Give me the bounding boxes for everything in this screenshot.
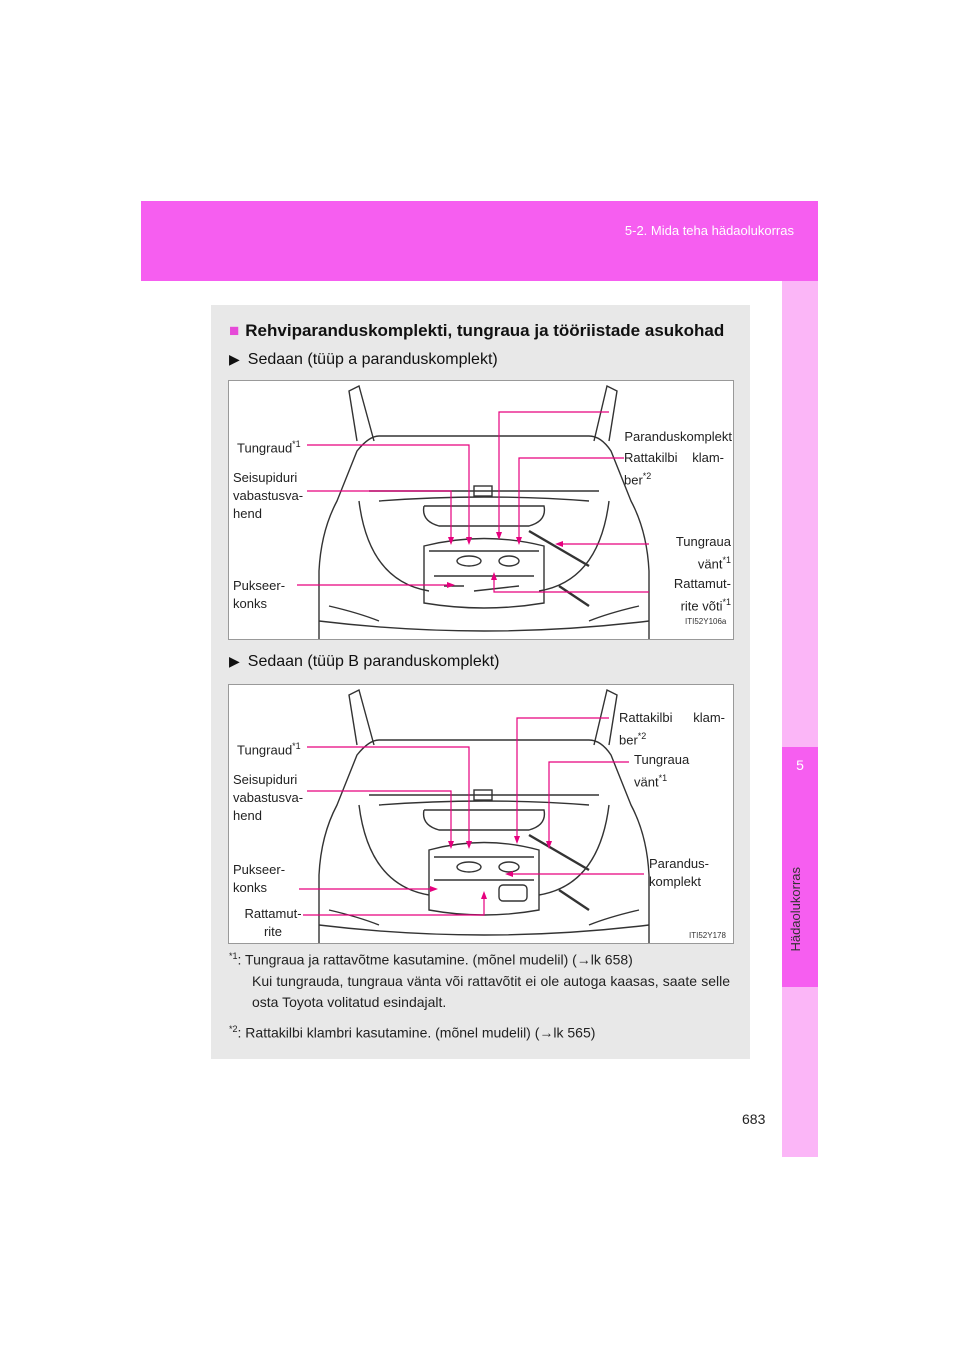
label-tungraud-a: Tungraud$^{*1}$: [237, 439, 301, 456]
subtitle-b-text: Sedaan (tüüp B paranduskomplekt): [247, 653, 500, 670]
label-rattamut-a: Rattamut- rite võti$^{*1}$: [673, 576, 731, 614]
chapter-label: Hädaolukorras: [788, 867, 803, 952]
side-tab: [782, 281, 818, 1157]
triangle-bullet-icon: ▶: [229, 653, 240, 669]
footnote-2-text: : Rattakilbi klambri kasutamine. (mõnel mudelil) (→lk 565): [237, 1024, 596, 1041]
chapter-number: 5: [796, 757, 804, 773]
label-tungraua-vant-a: Tungraua vänt$^{*1}$: [675, 534, 731, 572]
page-number: 683: [742, 1111, 766, 1127]
label-tungraua-vant-b: Tungraua vänt$^{*1}$: [634, 752, 690, 790]
header-band: [141, 201, 818, 281]
section-title: [229, 321, 724, 341]
footnote-1-extra: Kui tungrauda, tungraua vänta või rattavõtit ei ole autoga kaasas, saate selle osta Toyota volitatud esindajalt.: [252, 973, 730, 1010]
section-title-text: Rehviparanduskomplekti, tungraua ja tööriistade asukohad: [245, 321, 725, 340]
label-paranduskomplekt-a: Paranduskomplekt: [624, 429, 732, 444]
figure-code-b: ITI52Y178: [689, 931, 726, 940]
label-pukseer-b: Pukseer- konks: [233, 862, 286, 895]
label-rattamut-b: Rattamut- rite: [244, 906, 302, 939]
square-bullet-icon: ■: [229, 321, 240, 340]
label-seisupiduri-a: Seisupiduri vabastusva- hend: [233, 470, 304, 521]
label-parandus-b: Parandus- komplekt: [649, 856, 709, 889]
subtitle-b: [229, 653, 500, 671]
footnote-1-text: : Tungraua ja rattavõtme kasutamine. (mõnel mudelil) (→lk 658): [237, 951, 633, 968]
label-rattakilbi-a: Rattakilbi klam- ber$^{*2}$: [624, 450, 724, 488]
content-panel: [211, 305, 750, 1059]
footnote-2-mark: *2: [229, 1024, 238, 1034]
figure-b: [228, 684, 734, 944]
side-tab-top: [782, 281, 818, 747]
footnote-1-mark: *1: [229, 951, 238, 961]
footnote-1: [229, 946, 729, 970]
header-title: 5-2. Mida teha hädaolukorras: [624, 223, 794, 238]
label-pukseer-a: Pukseer- konks: [233, 578, 286, 611]
footnote-2: [229, 1019, 729, 1043]
triangle-bullet-icon: ▶: [229, 351, 240, 367]
subtitle-a-text: Sedaan (tüüp a paranduskomplekt): [247, 351, 498, 368]
subtitle-a: [229, 351, 498, 369]
label-rattakilbi-b: Rattakilbi klam- ber$^{*2}$: [619, 710, 725, 748]
figure-code-a: ITI52Y106a: [685, 617, 727, 626]
figure-a: [228, 380, 734, 640]
label-seisupiduri-b: Seisupiduri vabastusva- hend: [233, 772, 304, 823]
chapter-tab[interactable]: [782, 747, 818, 987]
label-tungraud-b: Tungraud$^{*1}$: [237, 741, 301, 758]
